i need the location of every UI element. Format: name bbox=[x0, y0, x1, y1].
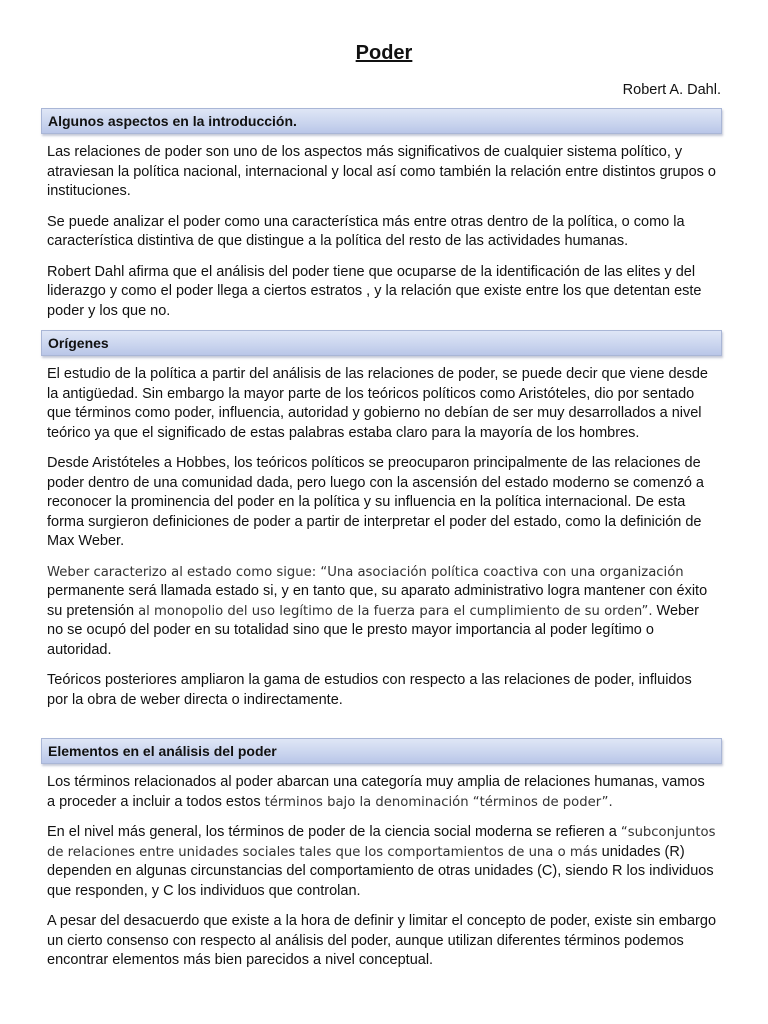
weber-quote-middle: permanente será llamada estado si, y en tanto que, su aparato administrativo logra mantener con éxito su pretensión bbox=[47, 583, 708, 619]
weber-quote-start: Weber caracterizo al estado como sigue: “Una asociación política coactiva con una organización bbox=[47, 564, 684, 580]
general-quote: “subconjuntos de relaciones entre unidades sociales tales que los comportamientos de una o más bbox=[47, 825, 716, 860]
paragraph: Se puede analizar el poder como una característica más entre otras dentro de la política, o como la característica distintiva de que distingue a la política del resto de las actividades humanas. bbox=[47, 213, 685, 249]
terms-paragraph bbox=[41, 773, 722, 812]
weber-quote-end: al monopolio del uso legítimo de la fuerza para el cumplimiento de su orden”. bbox=[138, 603, 653, 619]
paragraph: A pesar del desacuerdo que existe a la hora de definir y limitar el concepto de poder, existe sin embargo un cierto consenso con respecto al análisis del poder, aunque utilizan diferentes términos podemos encontrar elementos más bien parecidos a nivel conceptual. bbox=[47, 913, 717, 968]
section-elementos bbox=[41, 738, 722, 971]
weber-paragraph bbox=[41, 563, 722, 661]
section-origenes bbox=[41, 330, 722, 710]
section-heading: Algunos aspectos en la introducción. bbox=[41, 108, 722, 134]
paragraph: Desde Aristóteles a Hobbes, los teóricos políticos se preocuparon principalmente de las relaciones de poder dentro de una comunidad dada, pero luego con la ascensión del estado moderno se comenzó a reconocer la prominencia del poder en la política y su influencia en la política internacional. De esta forma surgieron definiciones de poder a partir de interpretar el poder del estado, como la definición de Max Weber. bbox=[47, 455, 704, 549]
paragraph: Teóricos posteriores ampliaron la gama de estudios con respecto a las relaciones de poder, influidos por la obra de weber directa o indirectamente. bbox=[47, 672, 692, 708]
general-paragraph bbox=[41, 823, 722, 901]
document-title: Poder bbox=[355, 42, 413, 64]
paragraph: Las relaciones de poder son uno de los aspectos más significativos de cualquier sistema político, y atraviesan la política nacional, internacional y local así como también la relación entre distintos grupos o instituciones. bbox=[47, 144, 716, 199]
terms-text: Los términos relacionados al poder abarcan una categoría muy amplia de relaciones humanas, vamos a proceder a incluir a todos estos bbox=[47, 774, 705, 810]
section-heading: Elementos en el análisis del poder bbox=[41, 738, 722, 764]
document-author: Robert A. Dahl. bbox=[622, 82, 721, 98]
paragraph: Robert Dahl afirma que el análisis del poder tiene que ocuparse de la identificación de las elites y del liderazgo y como el poder llega a ciertos estratos , y la relación que existe entre los que detentan este poder y los que no. bbox=[47, 263, 702, 319]
paragraph: El estudio de la política a partir del análisis de las relaciones de poder, se puede decir que viene desde la antigüedad. Sin embargo la mayor parte de los teóricos políticos como Aristóteles, dio por sentado que términos como poder, influencia, autoridad y gobierno no debían de ser muy desarrollados a nivel teórico ya que el significado de estas palabras estaba claro para la mayoría de los hombres. bbox=[47, 366, 708, 441]
section-introduccion bbox=[41, 108, 722, 321]
terms-definition: términos bajo la denominación “términos de poder”. bbox=[264, 794, 613, 810]
general-intro: En el nivel más general, los términos de poder de la ciencia social moderna se refieren a bbox=[47, 824, 617, 840]
weber-comment: Weber no se ocupó del poder en su totalidad sino que le presto mayor importancia al poder legítimo o autoridad. bbox=[47, 602, 699, 658]
general-rest: unidades (R) dependen en algunas circunstancias del comportamiento de otras unidades (C), siendo R los individuos que responden, y C los individuos que controlan. bbox=[47, 843, 714, 899]
section-heading: Orígenes bbox=[41, 330, 722, 356]
